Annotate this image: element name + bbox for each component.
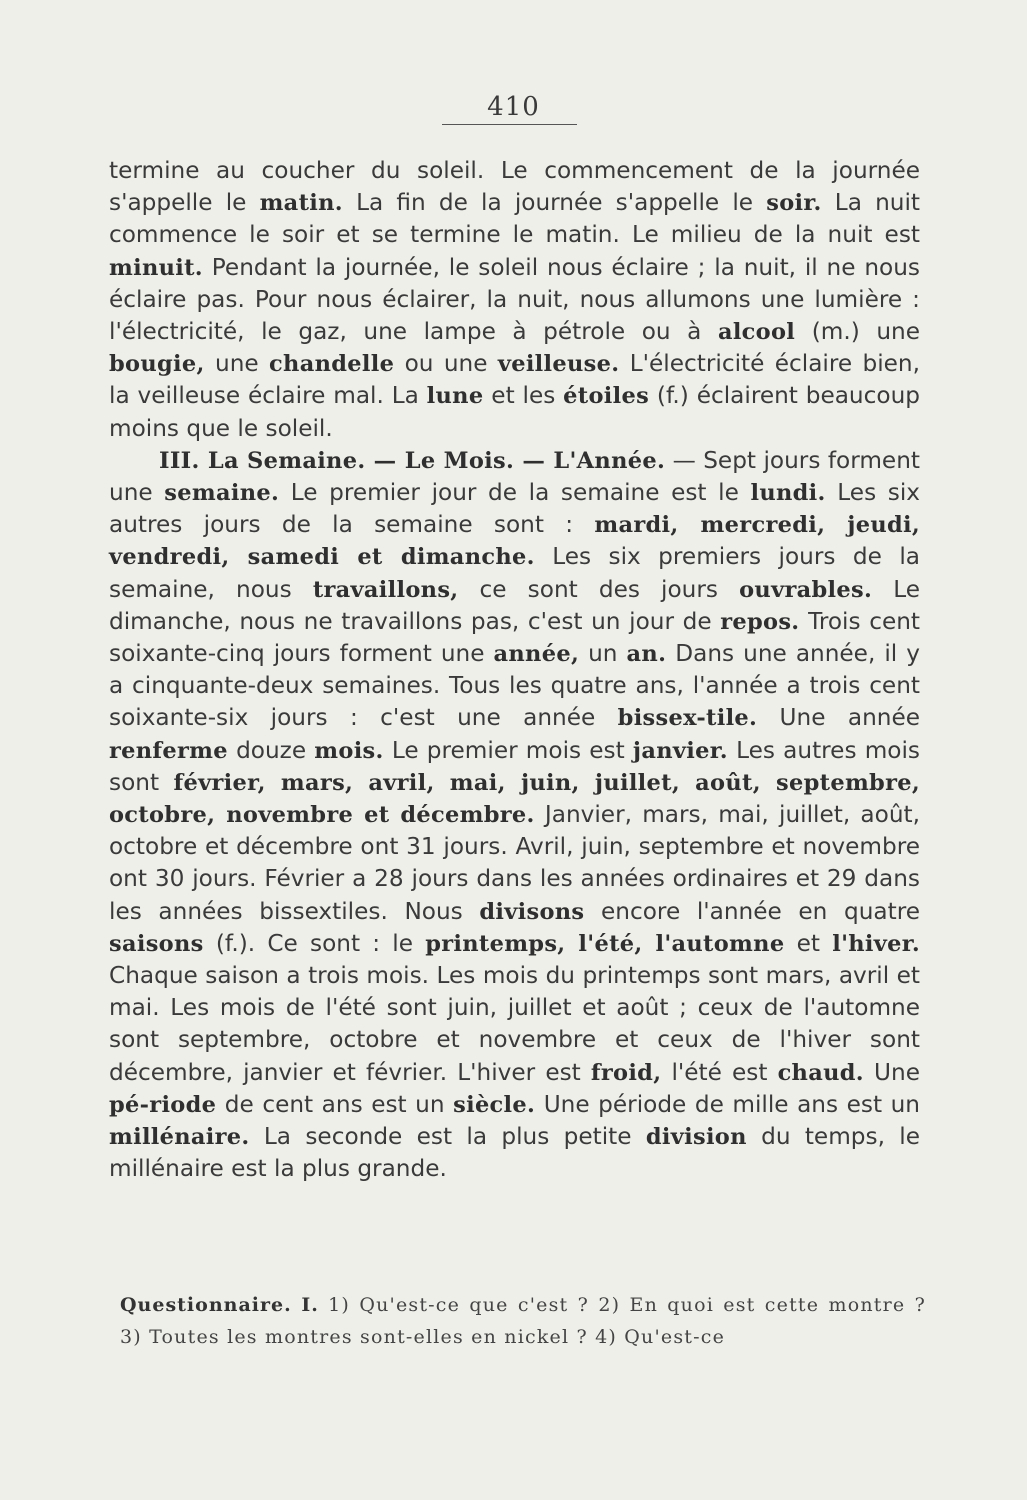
bold-term: mois. xyxy=(314,737,384,764)
bold-term: divisons xyxy=(479,898,585,925)
bold-term: chaud. xyxy=(777,1059,864,1086)
paragraph-week-month-year xyxy=(109,445,920,1186)
text-run: Pendant la journée, le soleil nous éclaire ; la nuit, il ne nous éclaire pas. Pour nous éclairer, la nuit, nous allumons une lumière : l'électricité, le gaz, une lampe à pétrole ou à xyxy=(109,253,920,346)
text-run: Janvier, mars, mai, juillet, août, octobre et décembre ont 31 jours. Avril, juin, septembre et novembre ont 30 jours. Février a 28 jours dans les années ordinaires et 29 dans les années bissextiles. Nous xyxy=(109,801,920,925)
text-run: douze xyxy=(227,736,315,764)
text-run: Le premier jour de la semaine est le xyxy=(279,479,751,507)
text-run: Le premier mois est xyxy=(383,736,633,764)
text-run: et xyxy=(784,929,833,957)
text-run: une xyxy=(204,350,270,378)
bold-term: mardi, mercredi, jeudi, vendredi, samedi et dimanche. xyxy=(109,512,920,571)
bold-term: matin. xyxy=(259,190,343,217)
bold-term: semaine. xyxy=(164,480,280,507)
paragraph-day-night xyxy=(109,155,920,445)
bold-term: minuit. xyxy=(109,254,203,281)
text-run: Dans une année, il y a cinquante-deux semaines. Tous les quatre ans, l'année a trois cent soixante-six jours : c'est une année xyxy=(109,640,920,732)
bold-term: l'hiver. xyxy=(832,930,920,957)
bold-term: chandelle xyxy=(269,351,395,378)
text-run: Les six premiers jours de la semaine, nous xyxy=(109,543,920,603)
bold-term: février, mars, avril, mai, juin, juillet, août, septembre, octobre, novembre et décembre. xyxy=(109,769,920,829)
text-run: Une xyxy=(863,1058,920,1086)
text-run: ce sont des jours xyxy=(458,575,740,603)
bold-term: III. La Semaine. — Le Mois. — L'Année. xyxy=(159,447,666,474)
text-run: La seconde est la plus petite xyxy=(249,1123,646,1151)
text-run: un xyxy=(579,640,627,668)
text-run: La fin de la journée s'appelle le xyxy=(342,189,767,217)
bold-term: millénaire. xyxy=(109,1124,250,1151)
bold-term: pé-riode xyxy=(109,1091,217,1118)
bold-term: froid, xyxy=(590,1059,662,1086)
bold-term: repos. xyxy=(720,608,800,635)
bold-term: lundi. xyxy=(750,480,826,507)
bold-term: division xyxy=(645,1124,747,1151)
text-run: Une année xyxy=(757,704,920,732)
text-run: — Sept jours forment une xyxy=(109,446,920,507)
bold-term: saisons xyxy=(109,930,204,957)
questionnaire xyxy=(120,1289,926,1353)
bold-term: an. xyxy=(626,641,667,668)
bold-term: année, xyxy=(493,641,580,668)
text-run: Trois cent soixante-cinq jours forment une xyxy=(109,607,920,668)
text-run: et les xyxy=(483,382,564,410)
bold-term: étoiles xyxy=(563,383,650,410)
bold-term: janvier. xyxy=(632,737,728,764)
page-number: 410 xyxy=(487,92,540,122)
text-run: Chaque saison a trois mois. Les mois du printemps sont mars, avril et mai. Les mois de l'été sont juin, juillet et août ; ceux de l'automne sont septembre, octobre et novembre et ceux de l'hiver sont décembre, janvier et février. L'hiver est xyxy=(109,962,920,1086)
bold-term: ouvrables. xyxy=(739,576,873,603)
bold-term: veilleuse. xyxy=(497,351,620,378)
text-run: (f.). Ce sont : le xyxy=(203,929,426,957)
text-run: 1) Qu'est-ce que c'est ? 2) En quoi est cette montre ? 3) Toutes les montres sont-elles en nickel ? 4) Qu'est-ce xyxy=(120,1294,926,1348)
bold-term: printemps, l'été, l'automne xyxy=(425,930,785,957)
text-run: l'été est xyxy=(661,1058,778,1086)
text-run: de cent ans est un xyxy=(216,1090,454,1118)
bold-term: bissex-tile. xyxy=(617,705,758,732)
bold-term: renferme xyxy=(109,737,228,764)
text-run: Le dimanche, nous ne travaillons pas, c'est un jour de xyxy=(109,575,920,635)
bold-term: soir. xyxy=(766,190,822,217)
bold-term: Questionnaire. I. xyxy=(120,1294,319,1316)
text-run: ou une xyxy=(394,350,498,378)
text-run: L'électricité éclaire bien, la veilleuse éclaire mal. La xyxy=(109,350,920,410)
bold-term: siècle. xyxy=(453,1091,536,1118)
text-run: (m.) une xyxy=(795,318,920,346)
text-run: La nuit commence le soir et se termine le matin. Le milieu de la nuit est xyxy=(109,189,921,249)
text-run: encore l'année en quatre xyxy=(584,897,920,925)
bold-term: travaillons, xyxy=(312,576,459,603)
text-run: termine au coucher du soleil. Le commencement de la journée s'appelle le xyxy=(109,157,920,217)
header-rule xyxy=(442,124,577,125)
bold-term: lune xyxy=(426,383,484,410)
bold-term: alcool xyxy=(717,319,796,346)
text-run: Les six autres jours de la semaine sont : xyxy=(109,479,921,539)
bold-term: bougie, xyxy=(109,351,205,378)
text-run: Les autres mois sont xyxy=(109,736,920,796)
text-run: (f.) éclairent beaucoup moins que le soleil. xyxy=(109,382,920,442)
text-run: Une période de mille ans est un xyxy=(535,1090,921,1118)
body-text xyxy=(109,155,920,1186)
text-run: du temps, le millénaire est la plus grande. xyxy=(109,1123,920,1183)
